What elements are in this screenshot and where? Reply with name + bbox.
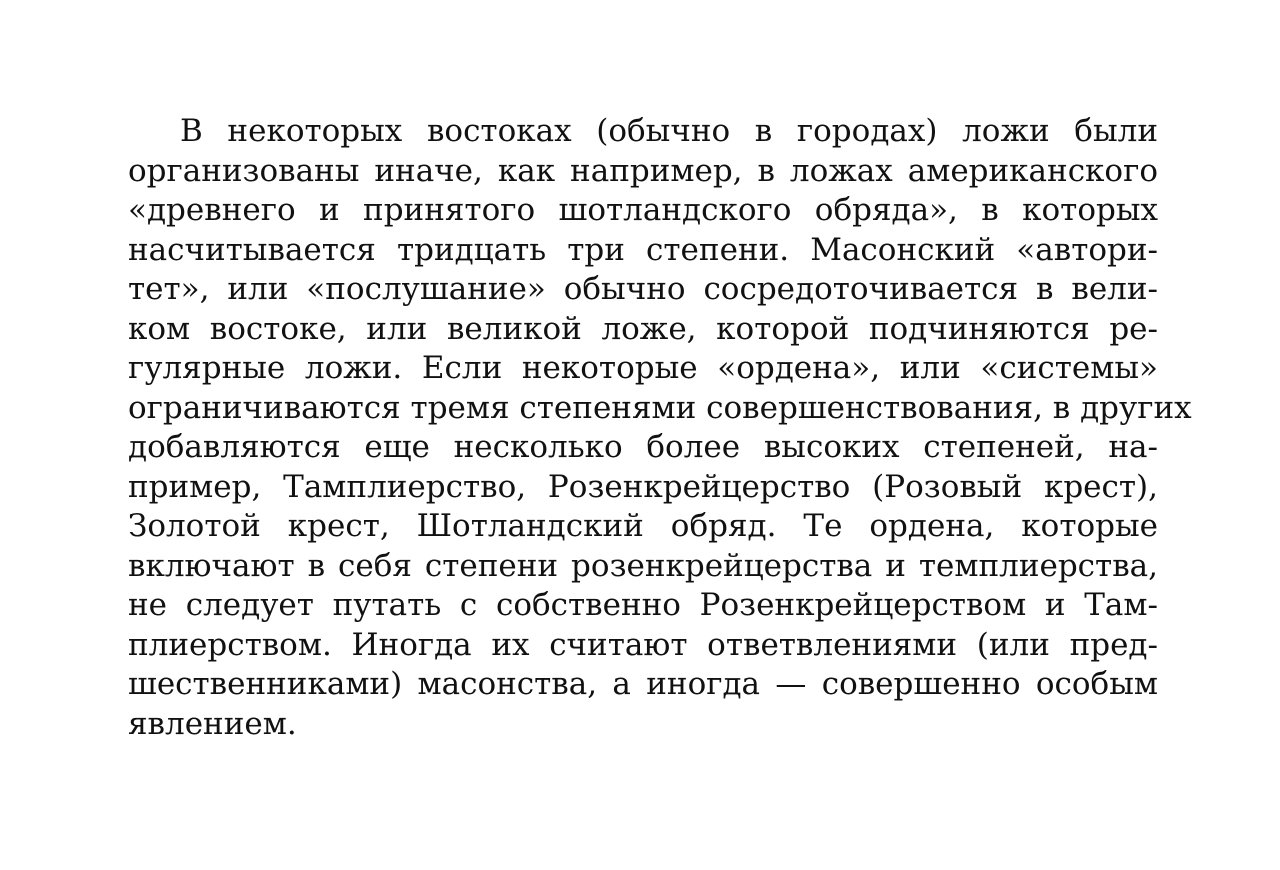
paragraph-line: гулярные ложи. Если некоторые «ордена», или «системы»: [128, 350, 1158, 386]
paragraph-line: явлением.: [128, 705, 297, 742]
paragraph-line: плиерством. Иногда их считают ответвлениями (или пред-: [128, 626, 1158, 663]
paragraph-line: В некоторых востоках (обычно в городах) ложи были: [180, 113, 1158, 149]
paragraph-line: Золотой крест, Шотландский обряд. Те ордена, которые: [128, 508, 1158, 544]
paragraph-line: организованы иначе, как например, в ложах американского: [128, 152, 1158, 189]
paragraph-line: включают в себя степени розенкрейцерства и темплиерства,: [128, 547, 1158, 584]
paragraph-line: тет», или «послушание» обычно сосредоточивается в вели-: [128, 271, 1158, 307]
paragraph-line: ком востоке, или великой ложе, которой подчиняются ре-: [128, 310, 1158, 347]
paragraph-line: пример, Тамплиерство, Розенкрейцерство (Розовый крест),: [128, 468, 1158, 505]
paragraph-line: ограничиваются тремя степенями совершенствования, в других: [128, 389, 1192, 426]
paragraph-line: насчитывается тридцать три степени. Масонский «автори-: [128, 231, 1158, 268]
paragraph-line: не следует путать с собственно Розенкрейцерством и Там-: [128, 587, 1158, 623]
paragraph-line: «древнего и принятого шотландского обряда», в которых: [128, 192, 1158, 228]
paragraph-line: добавляются еще несколько более высоких степеней, на-: [128, 429, 1158, 465]
body-paragraph: [128, 112, 1192, 744]
paragraph-line: шественниками) масонства, а иногда — совершенно особым: [128, 666, 1158, 702]
